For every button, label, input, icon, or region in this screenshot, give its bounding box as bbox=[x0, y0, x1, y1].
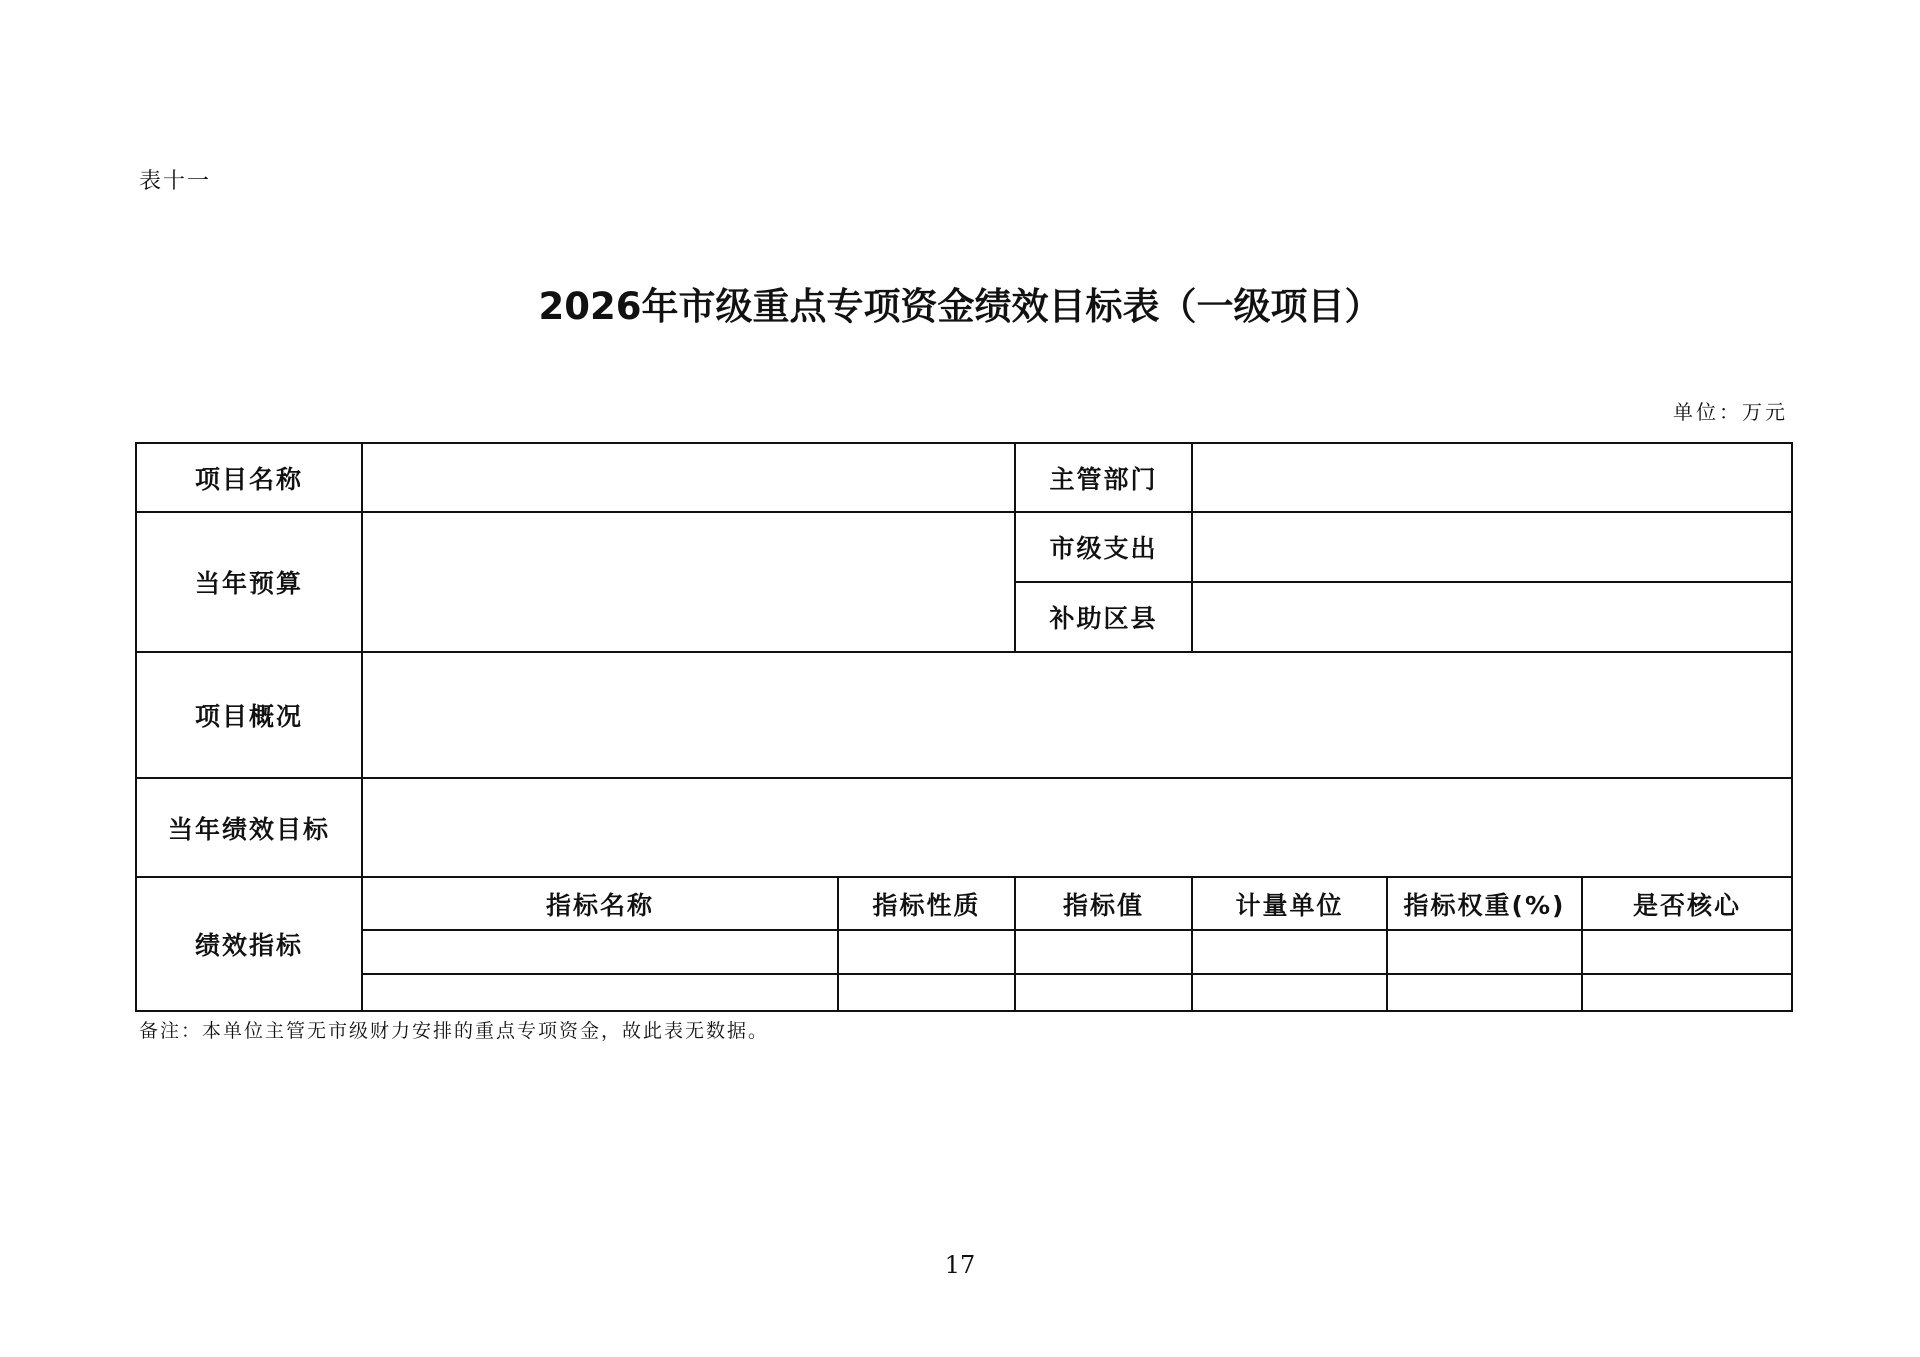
indicator-cell bbox=[838, 974, 1015, 1011]
indicator-cell bbox=[1582, 930, 1792, 974]
header-indicator-nature: 指标性质 bbox=[838, 877, 1015, 930]
overview-label: 项目概况 bbox=[136, 652, 362, 778]
indicator-cell bbox=[1015, 974, 1192, 1011]
document-title: 2026年市级重点专项资金绩效目标表（一级项目） bbox=[538, 285, 1382, 328]
district-subsidy-value bbox=[1192, 582, 1792, 652]
project-name-label: 项目名称 bbox=[136, 443, 362, 512]
indicator-row bbox=[136, 974, 1792, 1011]
budget-label: 当年预算 bbox=[136, 512, 362, 652]
header-indicator-value: 指标值 bbox=[1015, 877, 1192, 930]
page-number: 17 bbox=[944, 1251, 976, 1279]
header-weight: 指标权重(%) bbox=[1387, 877, 1582, 930]
indicator-cell bbox=[1387, 930, 1582, 974]
goal-value bbox=[362, 778, 1792, 877]
row-indicator-header bbox=[136, 877, 1792, 930]
indicators-label: 绩效指标 bbox=[136, 877, 362, 1011]
performance-goal-table bbox=[135, 442, 1793, 1012]
dept-value bbox=[1192, 443, 1792, 512]
indicator-cell bbox=[838, 930, 1015, 974]
row-overview bbox=[136, 652, 1792, 778]
indicator-cell bbox=[1387, 974, 1582, 1011]
footnote: 备注：本单位主管无市级财力安排的重点专项资金，故此表无数据。 bbox=[139, 1020, 770, 1042]
unit-label: 单位：万元 bbox=[1673, 400, 1788, 424]
row-budget bbox=[136, 512, 1792, 582]
indicator-cell bbox=[362, 974, 838, 1011]
budget-value bbox=[362, 512, 1015, 652]
city-spend-value bbox=[1192, 512, 1792, 582]
indicator-cell bbox=[1192, 974, 1387, 1011]
indicator-cell bbox=[1582, 974, 1792, 1011]
header-indicator-name: 指标名称 bbox=[362, 877, 838, 930]
header-unit: 计量单位 bbox=[1192, 877, 1387, 930]
indicator-cell bbox=[1015, 930, 1192, 974]
table-number: 表十一 bbox=[139, 169, 212, 194]
goal-label: 当年绩效目标 bbox=[136, 778, 362, 877]
overview-value bbox=[362, 652, 1792, 778]
row-annual-goal bbox=[136, 778, 1792, 877]
city-spend-label: 市级支出 bbox=[1015, 512, 1192, 582]
district-subsidy-label: 补助区县 bbox=[1015, 582, 1192, 652]
project-name-value bbox=[362, 443, 1015, 512]
dept-label: 主管部门 bbox=[1015, 443, 1192, 512]
row-project-name bbox=[136, 443, 1792, 512]
indicator-cell bbox=[362, 930, 838, 974]
header-is-core: 是否核心 bbox=[1582, 877, 1792, 930]
indicator-row bbox=[136, 930, 1792, 974]
indicator-cell bbox=[1192, 930, 1387, 974]
